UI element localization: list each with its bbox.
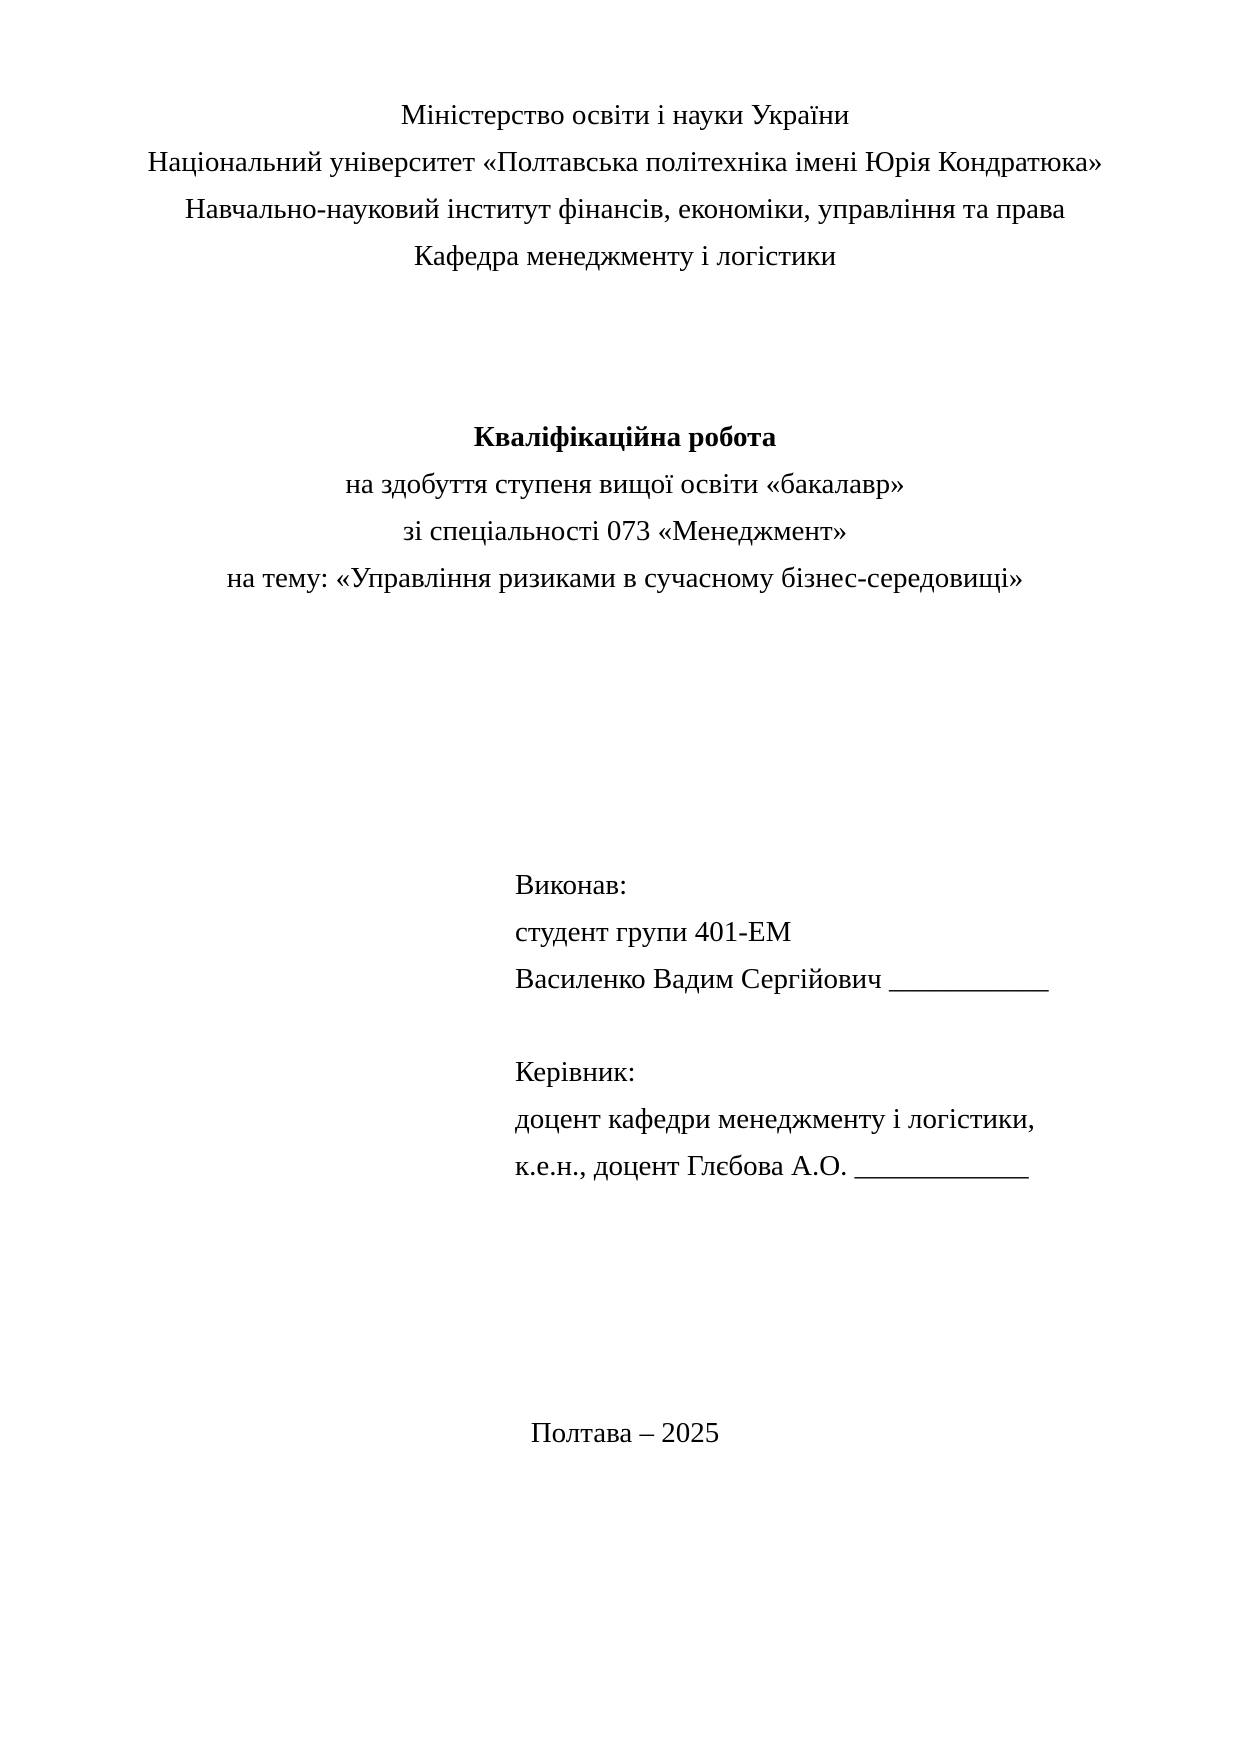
department-line: Кафедра менеджменту і логістики (413, 240, 837, 272)
topic-line: на тему: «Управління ризиками в сучасному бізнес-середовищі» (226, 562, 1024, 594)
supervisor-position-line: доцент кафедри менеджменту і логістики, (515, 1103, 1035, 1135)
city-year-line: Полтава – 2025 (530, 1417, 720, 1449)
supervisor-block (515, 1049, 1180, 1190)
author-label: Виконав: (515, 869, 628, 901)
institute-line: Навчально-науковий інститут фінансів, економіки, управління та права (184, 193, 1066, 225)
author-name-line: Василенко Вадим Сергійович ___________ (515, 963, 1049, 995)
header-block (110, 92, 1140, 280)
ministry-line: Міністерство освіти і науки України (400, 99, 850, 131)
specialty-line: зі спеціальності 073 «Менеджмент» (402, 515, 848, 547)
supervisor-name-line: к.е.н., доцент Глєбова А.О. ____________ (515, 1150, 1029, 1182)
author-group-line: студент групи 401-ЕМ (515, 916, 792, 948)
degree-line: на здобуття ступеня вищої освіти «бакалавр» (345, 468, 905, 500)
supervisor-label: Керівник: (515, 1056, 636, 1088)
work-title: Кваліфікаційна робота (473, 421, 777, 453)
university-line: Національний університет «Полтавська політехніка імені Юрія Кондратюка» (147, 146, 1103, 178)
title-block (110, 414, 1140, 602)
footer-block (110, 1410, 1140, 1457)
author-block (515, 862, 1180, 1003)
